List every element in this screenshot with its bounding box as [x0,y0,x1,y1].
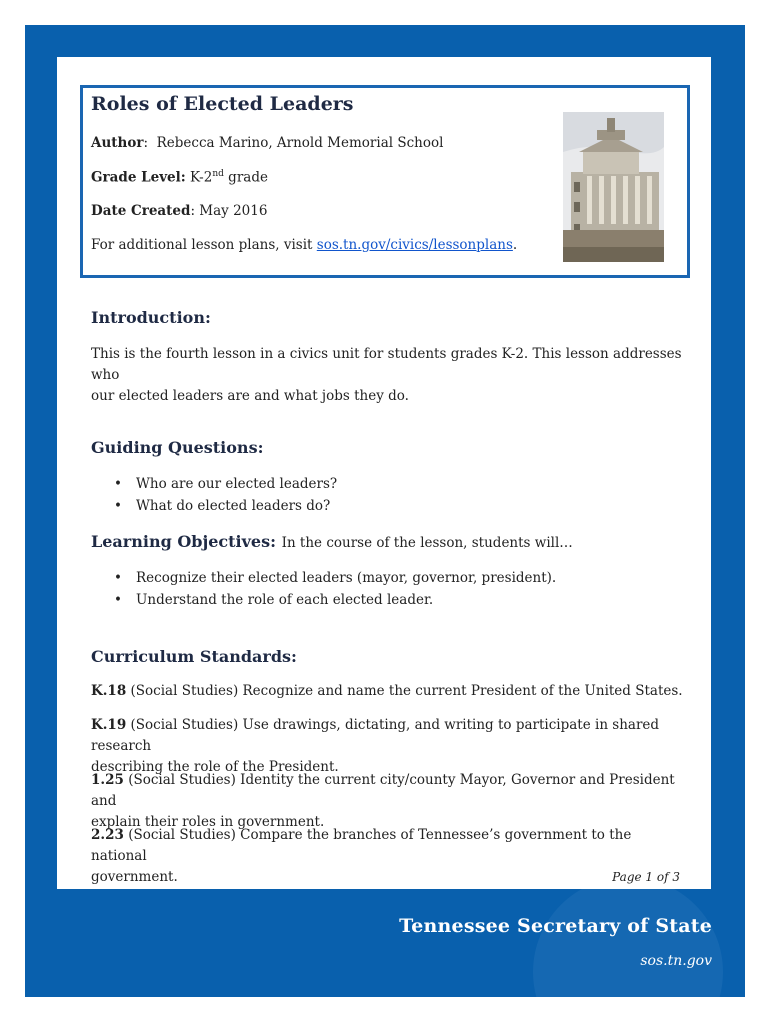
standard-text: (Social Studies) Recognize and name the current President of the United States. [130,683,683,699]
standard-2-23 [91,825,691,888]
grade-line [91,169,268,186]
standard-text-cont: describing the role of the President. [91,759,339,775]
standard-k19 [91,715,691,778]
learning-objectives-title: Learning Objectives: [91,532,277,551]
list-item: • Who are our elected leaders? [114,473,337,495]
standard-code: K.19 [91,717,127,733]
capitol-building-image [563,112,664,262]
introduction-text [91,344,691,407]
standard-text-cont: explain their roles in government. [91,814,325,830]
date-line: Date Created: May 2016 [91,203,268,219]
list-item: • Recognize their elected leaders (mayor, governor, president). [114,567,556,589]
standard-text: (Social Studies) Identity the current city/county Mayor, Governor and President and [91,772,675,809]
learning-objectives-list [114,567,556,611]
standard-text: (Social Studies) Use drawings, dictating, and writing to participate in shared research [91,717,660,754]
standard-code: 1.25 [91,772,124,788]
author-value: Rebecca Marino, Arnold Memorial School [156,135,444,151]
standard-code: K.18 [91,683,127,699]
standard-text-cont: government. [91,869,178,885]
standard-text: (Social Studies) Compare the branches of Tennessee’s government to the national [91,827,632,864]
lesson-plans-link[interactable]: sos.tn.gov/civics/lessonplans [316,237,513,253]
date-value: May 2016 [199,203,268,219]
introduction-line-1: This is the fourth lesson in a civics unit for students grades K-2. This lesson addresses who [91,346,682,383]
learning-objectives-heading [91,532,573,551]
introduction-heading: Introduction: [91,308,211,327]
guiding-questions-list [114,473,337,517]
standard-k18 [91,681,691,702]
grade-suffix: grade [228,169,268,186]
site-url: sos.tn.gov [640,953,712,969]
standard-1-25 [91,770,691,833]
author-line: Author: Rebecca Marino, Arnold Memorial School [91,135,444,151]
more-lessons-line [91,237,517,253]
list-item: • What do elected leaders do? [114,495,337,517]
curriculum-standards-heading: Curriculum Standards: [91,647,297,666]
list-item: • Understand the role of each elected leader. [114,589,556,611]
page-number: Page 1 of 3 [612,870,680,884]
guiding-questions-heading: Guiding Questions: [91,438,264,457]
more-prefix: For additional lesson plans, visit [91,237,313,253]
tennessee-seal-watermark [533,877,723,997]
learning-objectives-lead: In the course of the lesson, students will… [281,535,573,551]
introduction-line-2: our elected leaders are and what jobs they do. [91,388,409,404]
standard-code: 2.23 [91,827,124,843]
brand-name: Tennessee Secretary of State [399,915,712,937]
grade-prefix: K-2 [190,169,213,186]
author-label: Author [91,135,144,151]
grade-label: Grade Level: [91,169,186,186]
lesson-title: Roles of Elected Leaders [91,93,354,115]
grade-sup: nd [212,169,224,179]
capitol-building-photo [563,112,664,262]
more-suffix: . [512,237,518,253]
date-label: Date Created [91,203,191,219]
